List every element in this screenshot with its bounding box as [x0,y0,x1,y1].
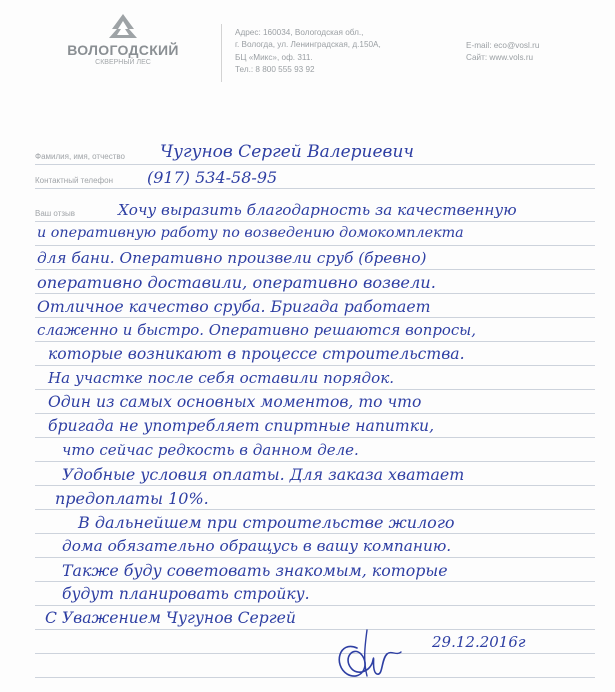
review-line: будут планировать стройку. [62,585,310,603]
form-rule [35,533,595,534]
form-rule [35,413,595,414]
form-rule [35,653,595,654]
name-label: Фамилия, имя, отчество [35,152,125,161]
review-line: В дальнейшем при строительстве жилого [78,513,455,532]
review-line: что сейчас редкость в данном деле. [62,441,359,459]
review-line: Хочу выразить благодарность за качественную [118,201,517,219]
logo-subtitle: СКВЕРНЫЙ ЛЕС [95,59,151,66]
review-line: предоплаты 10%. [55,489,209,508]
company-contacts [466,40,539,65]
email-line: E-mail: eco@vosl.ru [466,41,540,50]
form-rule [35,485,595,486]
address-line: г. Вологда, ул. Ленинградская, д.150А, [235,40,381,50]
form-rule [35,509,595,510]
site-line: Сайт: www.vols.ru [466,53,534,63]
phone-value: (917) 534-58-95 [147,168,278,187]
form-rule [35,677,595,678]
form-rule [35,188,595,189]
form-rule [35,221,595,222]
company-logo [58,12,188,82]
handwritten-signature [327,610,417,685]
review-line: На участке после себя оставили порядок. [48,369,395,387]
review-label: Ваш отзыв [35,209,76,218]
form-rule [35,629,595,630]
letter-date: 29.12.2016г [432,633,526,651]
review-line: дома обязательно обращусь в вашу компанию. [62,537,452,555]
review-line: Также буду советовать знакомым, которые [62,561,448,580]
form-rule [35,605,595,606]
form-rule [35,581,595,582]
review-line: и оперативную работу по возведению домокомплекта [37,225,464,241]
form-rule [35,341,595,342]
company-address [235,27,381,77]
closing-line: С Уважением Чугунов Сергей [45,609,296,627]
logo-name: ВОЛОГОДСКИЙ [67,42,179,58]
form-rule [35,269,595,270]
form-rule [35,317,595,318]
phone-label: Контактный телефон [35,176,113,185]
review-line: бригада не употребляет спиртные напитки, [48,417,435,435]
review-line: для бани. Оперативно произвели сруб (бревно) [37,249,427,267]
form-rule [35,365,595,366]
name-value: Чугунов Сергей Валериевич [160,142,414,162]
review-line: оперативно доставили, оперативно возвели. [37,273,436,292]
form-rule [35,164,595,165]
header-divider [221,24,222,82]
review-line: Удобные условия оплаты. Для заказа хватает [62,465,465,484]
review-line: которые возникают в процессе строительства. [48,345,465,363]
form-rule [35,557,595,558]
address-line: Адрес: 160034, Вологодская обл., [235,28,364,37]
address-line: БЦ «Микс», оф. 311. [235,52,313,62]
review-line: Отличное качество сруба. Бригада работает [37,297,431,316]
form-rule [35,293,595,294]
phone-line: Тел.: 8 800 555 93 92 [235,65,315,75]
form-rule [35,245,595,246]
review-line: Один из самых основных моментов, то что [48,393,422,411]
form-rule [35,389,595,390]
form-rule [35,437,595,438]
form-rule [35,461,595,462]
tree-logo-icon [106,12,140,40]
review-line: слаженно и быстро. Оперативно решаются вопросы, [37,321,477,339]
